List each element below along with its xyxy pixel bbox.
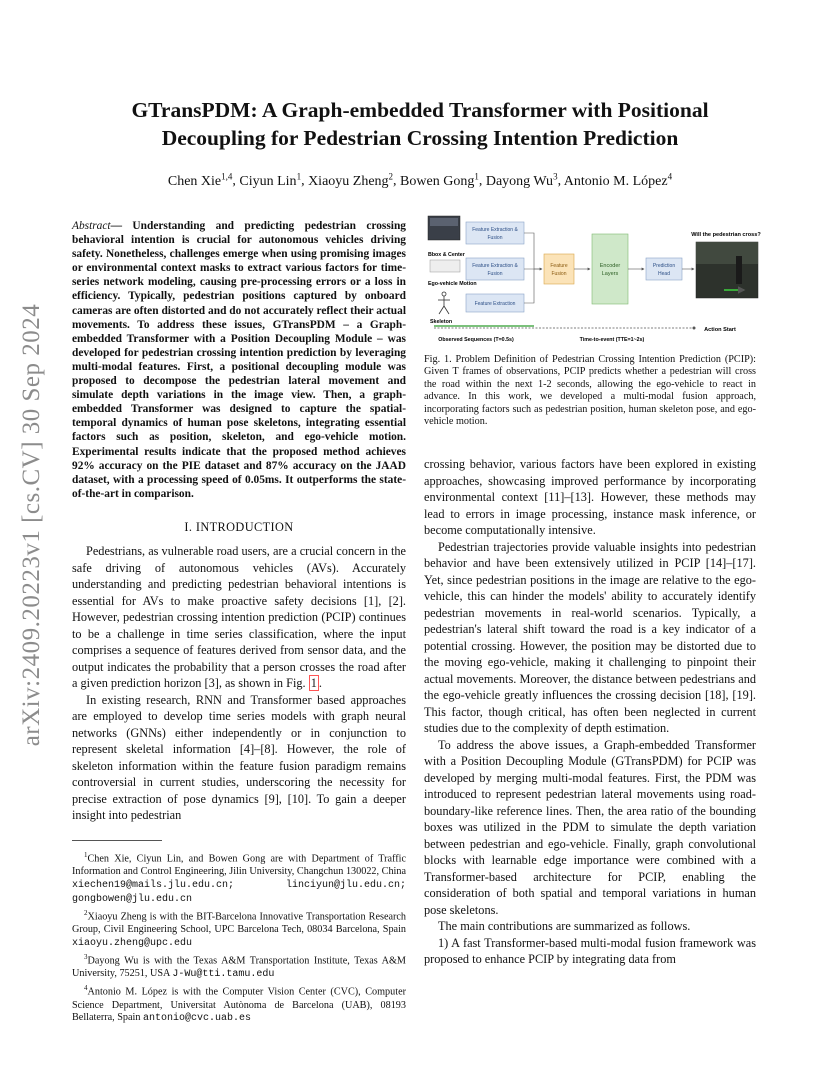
footnote: $^3$Dayong Wu is with the Texas A&M Transportation Institute, Texas A&M University, 75251, USA J-Wu@tti.tamu.edu [72, 953, 406, 981]
figure-caption: Fig. 1. Problem Definition of Pedestrian Crossing Intention Prediction (PCIP): Given T frames of observations, PCIP predicts whether a pedestrian will cross the road within the next 1-2 seconds, allowing the ego-vehicle to react in advance. In this work, we developed a multi-modal fusion approach, incorporating factors such as pedestrian position, human skeleton pose, and ego-vehicle motion. [424, 354, 756, 428]
paragraph: The main contributions are summarized as follows. [438, 919, 691, 933]
svg-text:Fusion: Fusion [487, 235, 503, 241]
email-link[interactable]: antonio@cvc.uab.es [143, 1013, 252, 1025]
paragraph: 1) A fast Transformer-based multi-modal fusion framework was proposed to enhance PCIP by integrating data from [424, 935, 756, 966]
section-heading: I. INTRODUCTION [184, 519, 294, 534]
right-column [424, 456, 756, 968]
footnote: $^4$Antonio M. López is with the Computer Vision Center (CVC), Computer Science Department, Universitat Autònoma de Barcelona (UAB), 08193 Bellaterra, Spain antonio@cvc.uab.es [72, 984, 406, 1025]
ego-motion-label: Ego-vehicle Motion [428, 281, 477, 287]
paragraph: crossing behavior, various factors have been explored in existing approaches, showcasing improved performance by incorporating environmental context [11]–[13]. However, these methods may lead to errors in image processing, instance mask inference, or become computationally intensive. [424, 457, 756, 537]
figure-1-diagram [424, 210, 764, 346]
svg-text:Fusion: Fusion [487, 271, 503, 277]
feature-fusion-box [544, 254, 574, 284]
figure-link[interactable]: 1 [310, 676, 317, 691]
author: Dayong Wu$^3$ [485, 171, 558, 189]
author: Ciyun Lin$^1$ [239, 171, 302, 189]
footnote-divider [72, 840, 162, 841]
left-column [72, 219, 406, 1026]
bbox-label: Bbox & Center [428, 252, 465, 258]
observed-sequences-label: Observed Sequences (T=0.5s) [438, 337, 514, 343]
action-start-label: Action Start [704, 327, 736, 333]
svg-text:Layers: Layers [601, 271, 619, 277]
footnote: $^2$Xiaoyu Zheng is with the BIT-Barcelona Innovative Transportation Research Group, Civil Engineering School, UPC Barcelona Tech, 08034 Barcelona, Spain xiaoyu.zheng@upc.edu [72, 908, 406, 950]
paper-title [90, 96, 750, 152]
paragraph: To address the above issues, a Graph-embedded Transformer with a Position Decoupling Module (GTransPDM) for PCIP was developed by merging multi-modal features. First, the PDM was introduced to represent pedestrian lateral movements using road-boundary-like reference lines. Then, the area ratio of the bounding boxes was utilized in the PDM to simulate the depth variation between pedestrian and ego-vehicle. Finally, graph convolutional blocks with learnable edge importance were combined with a Transformer-based architecture for PCIP, enabling the consideration of both spatial and temporal variations in human pose skeletons. [424, 737, 756, 917]
svg-text:Feature Extraction: Feature Extraction [474, 301, 516, 307]
paragraph: Pedestrians, as vulnerable road users, are a crucial concern in the safe driving of autonomous vehicles (AVs). Accurately understanding and predicting pedestrian behavioral intentions is essential for AVs to make proactive safety decisions [1], [2]. However, pedestrian crossing intention prediction (PCIP) continues to be a challenge in time series classification, where the input comprises a sequence of features derived from sensor data, and the output indicates the probability that a person crosses the road after a given prediction horizon [3], as shown in Fig. 1 . [72, 544, 406, 691]
title-line-2: Decoupling for Pedestrian Crossing Intention Prediction [161, 126, 679, 150]
svg-text:Feature: Feature [550, 263, 568, 269]
svg-text:Feature Extraction &: Feature Extraction & [472, 263, 518, 269]
author: Bowen Gong$^1$ [400, 171, 479, 189]
author: Chen Xie$^{1,4}$ [167, 171, 233, 189]
paragraph: In existing research, RNN and Transformer based approaches are employed to develop time series models with graph neural networks (GNNs) either independently or in conjunction to represent skeletal information [4]–[8]. However, the role of skeleton information within the feature fusion paradigm remains controversial in current studies, underscoring the necessity for precise extraction of pose dynamics [9], [10]. To gain a deeper insight into pedestrian [72, 692, 406, 823]
svg-text:Prediction: Prediction [652, 263, 676, 269]
svg-text:Head: Head [658, 271, 670, 277]
email-link[interactable]: xiaoyu.zheng@upc.edu [72, 938, 193, 950]
ego-motion-image [430, 260, 460, 272]
question-label: Will the pedestrian cross? [691, 232, 761, 238]
encoder-layers-box [592, 234, 628, 304]
abstract [72, 219, 406, 501]
paragraph: Pedestrian trajectories provide valuable insights into pedestrian behavior and have been extensively utilized in PCIP [14]–[17]. Yet, since pedestrian positions in the image are relative to the ego-vehicle, this can hinder the models' ability to accurately identify pedestrian movements in real-world scenarios. Typically, a pedestrian's lateral shift toward the road is a key indicator of a potential crossing. However, the position may be distorted due to the moving ego-vehicle, making it challenging to pinpoint their actual movements. Moreover, the distance between pedestrians and the ego-vehicle greatly influences the crossing decision [18], [19]. This factor, though critical, has often been neglected in current studies due to the complexity of depth estimation. [424, 539, 756, 735]
author-list: Chen Xie$^{1,4}$, Ciyun Lin$^1$, Xiaoyu Zheng$^2$, Bowen Gong$^1$, Dayong Wu$^3$, Antonio M. López$^4$ [167, 171, 673, 189]
email-link[interactable]: xiechen19@mails.jlu.edu.cn; linciyun@jlu.edu.cn; gongbowen@jlu.edu.cn [72, 880, 406, 905]
svg-text:Fusion: Fusion [551, 271, 567, 277]
skeleton-icon [438, 292, 450, 314]
author: Antonio M. López$^4$ [563, 171, 673, 189]
author: Xiaoyu Zheng$^2$ [308, 171, 394, 189]
email-link[interactable]: J-Wu@tti.tamu.edu [172, 969, 275, 981]
tte-label: Time-to-event (TTE=1~2s) [579, 337, 645, 343]
svg-text:Feature Extraction &: Feature Extraction & [472, 227, 518, 233]
abstract-text: — Understanding and predicting pedestrian crossing behavioral intention is crucial for autonomous vehicles driving safety. Nonetheless, challenges emerge when using promising images or environmental context masks to extract various factors for time-series network modeling, causing pre-processing errors or a loss in efficiency. Typically, pedestrian positions captured by onboard cameras are often distorted and do not accurately reflect their actual movements. To address these issues, GTransPDM – a Graph-embedded Transformer with a Position Decoupling Module – was developed for pedestrian crossing intention prediction by leveraging multi-modal features. First, a positional decoupling module was proposed to decompose the pedestrian lateral movement and simulate depth variations in the image view. Then, a graph-embedded Transformer was designed to capture the spatial-temporal dynamics of human pose skeletons, integrating essential factors such as position, skeleton, and ego-vehicle motion. Experimental results indicate that the proposed method achieves 92% accuracy on the PIE dataset and 87% accuracy on the JAAD dataset, with a processing speed of 0.05ms. It outperforms the state-of-the-art in comparison. [72, 220, 406, 500]
arxiv-side-label [14, 285, 50, 765]
footnote: $^1$Chen Xie, Ciyun Lin, and Bowen Gong are with Department of Traffic Information and Control Engineering, Jilin University, Changchun 130022, China xiechen19@mails.jlu.edu.cn; linciyun@jlu.edu.cn; gongbowen@jlu.edu.cn [72, 850, 406, 905]
abstract-label: Abstract [72, 220, 111, 232]
arxiv-id-text: arXiv:2409.20223v1 [cs.CV] 30 Sep 2024 [18, 303, 45, 747]
skeleton-label: Skeleton [430, 319, 453, 325]
svg-text:Encoder: Encoder [599, 263, 621, 269]
title-line-1: GTransPDM: A Graph-embedded Transformer with Positional [131, 98, 709, 122]
